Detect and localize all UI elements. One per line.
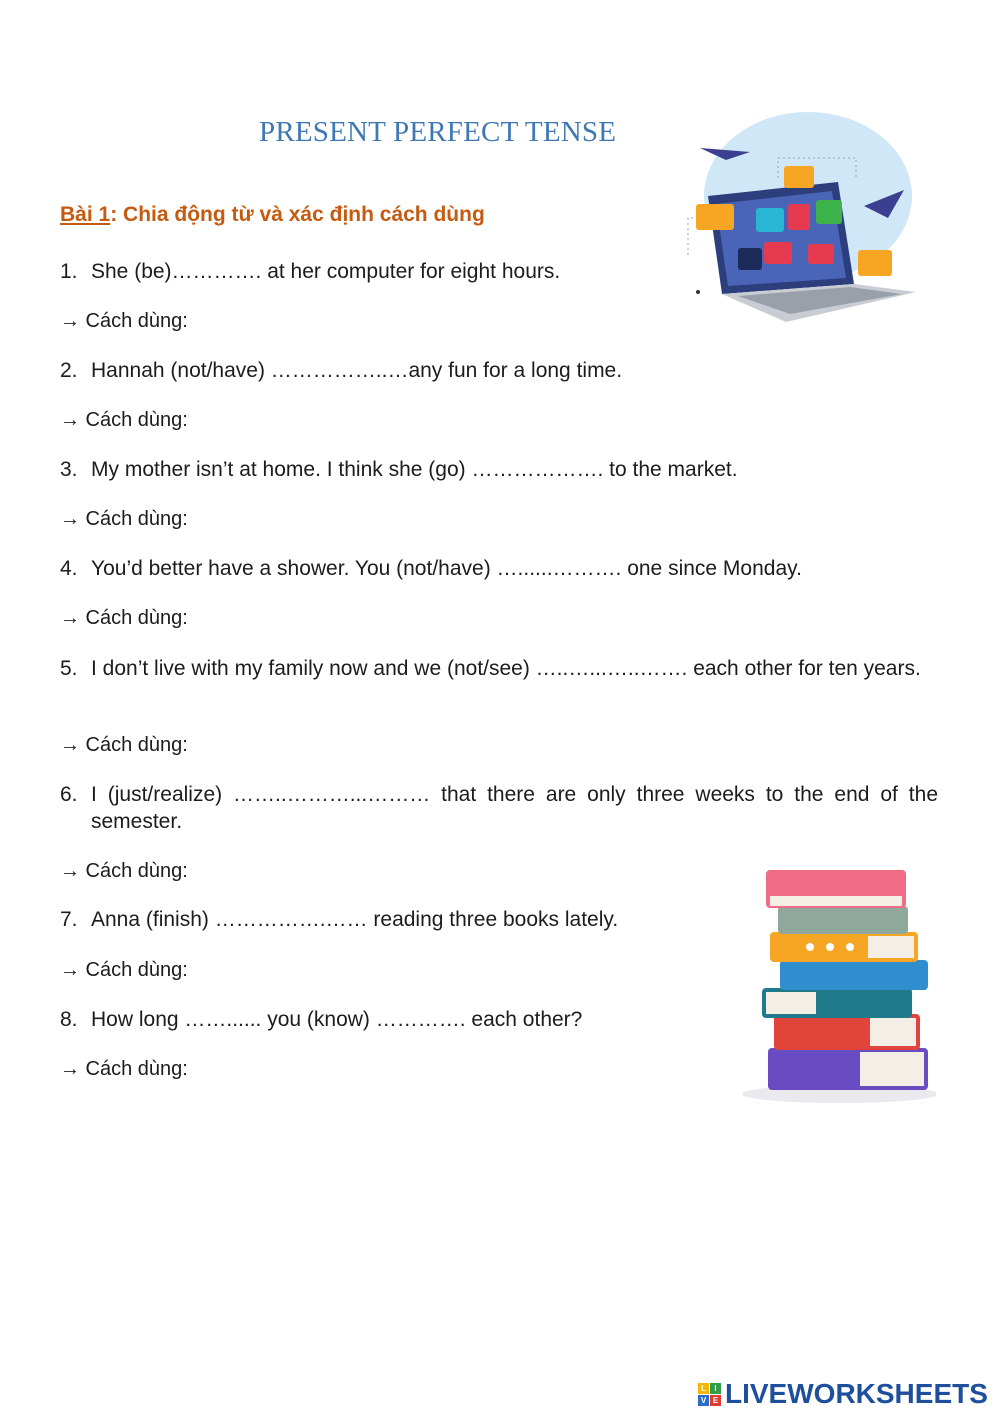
logo-text: LIVEWORKSHEETS <box>725 1378 988 1409</box>
question-text: Anna (finish) …………….…… reading three books lately. <box>91 908 619 931</box>
book-stack-icon <box>740 862 936 1106</box>
exercise-instruction: : Chia động từ và xác định cách dùng <box>110 203 485 226</box>
laptop-apps-icon <box>678 108 930 326</box>
question-6 <box>60 781 938 835</box>
question-text: How long ……...... you (know) …………. each other? <box>91 1008 583 1031</box>
logo-letter: L <box>698 1383 709 1394</box>
question-number: 4. <box>60 557 78 580</box>
question-5 <box>60 655 938 682</box>
question-text: My mother isn’t at home. I think she (go) ………………. to the market. <box>91 458 738 481</box>
usage-line-8: → Cách dùng: <box>60 1058 188 1080</box>
logo-mark-icon <box>698 1383 721 1406</box>
question-text: Hannah (not/have) ……………..…any fun for a long time. <box>91 359 623 382</box>
logo-letter: E <box>710 1395 721 1406</box>
exercise-label: Bài 1 <box>60 203 111 226</box>
question-number: 3. <box>60 458 78 481</box>
logo-letter: I <box>710 1383 721 1394</box>
question-text: You’d better have a shower. You (not/have) …......………. one since Monday. <box>91 557 802 580</box>
question-text: She (be)…………. at her computer for eight hours. <box>91 260 561 283</box>
usage-line-1: → Cách dùng: <box>60 310 188 332</box>
liveworksheets-logo[interactable] <box>698 1378 988 1410</box>
question-number: 7. <box>60 908 78 931</box>
usage-line-3: → Cách dùng: <box>60 508 188 530</box>
page-title: PRESENT PERFECT TENSE <box>259 116 617 148</box>
question-text: I (just/realize) ……..………...……… that there are only three weeks to the end of the semester. <box>91 783 938 833</box>
usage-line-5: → Cách dùng: <box>60 734 188 756</box>
usage-line-2: → Cách dùng: <box>60 409 188 431</box>
logo-letter: V <box>698 1395 709 1406</box>
question-number: 1. <box>60 260 78 283</box>
question-number: 5. <box>60 657 78 680</box>
question-number: 6. <box>60 783 78 806</box>
question-number: 2. <box>60 359 78 382</box>
usage-line-6: → Cách dùng: <box>60 860 188 882</box>
question-3 <box>60 456 938 483</box>
exercise-heading <box>60 203 485 227</box>
usage-line-7: → Cách dùng: <box>60 959 188 981</box>
usage-line-4: → Cách dùng: <box>60 607 188 629</box>
question-4 <box>60 555 938 582</box>
question-text: I don’t live with my family now and we (not/see) …..…...…..……. each other for ten years. <box>91 657 921 680</box>
question-number: 8. <box>60 1008 78 1031</box>
question-2 <box>60 357 938 384</box>
